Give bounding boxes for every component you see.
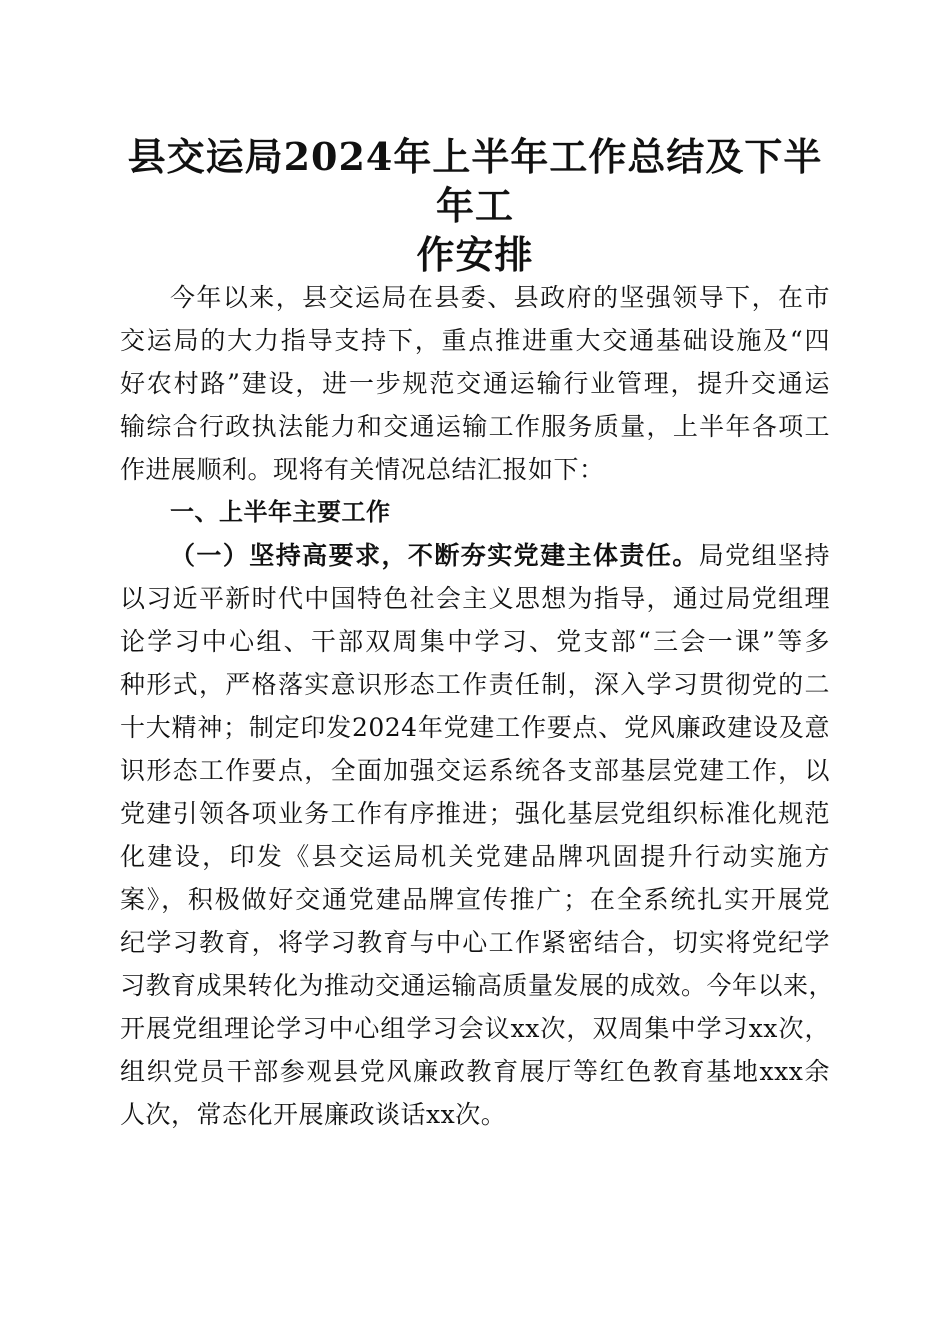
subsection-line: 以习近平新时代中国特色社会主义思想为指导，通过局党组理 <box>120 584 830 613</box>
subsection-line: 组织党员干部参观县党风廉政教育展厅等红色教育基地xxx余 <box>120 1057 830 1086</box>
intro-line: 输综合行政执法能力和交通运输工作服务质量，上半年各项工 <box>120 412 830 441</box>
subsection-first-line-rest: 局党组坚持 <box>698 541 830 570</box>
subsection-line: 党建引领各项业务工作有序推进；强化基层党组织标准化规范 <box>120 799 830 828</box>
subsection-line: 论学习中心组、干部双周集中学习、党支部“三会一课”等多 <box>120 627 830 656</box>
subsection-line: 十大精神；制定印发2024年党建工作要点、党风廉政建设及意 <box>120 713 830 742</box>
subsection-line: 识形态工作要点，全面加强交运系统各支部基层党建工作，以 <box>120 756 830 785</box>
subsection-line: 人次，常态化开展廉政谈话xx次。 <box>120 1100 507 1129</box>
intro-line: 今年以来，县交运局在县委、县政府的坚强领导下，在市 <box>170 283 830 312</box>
intro-line: 交运局的大力指导支持下，重点推进重大交通基础设施及“四 <box>120 326 830 355</box>
subsection-line: 纪学习教育，将学习教育与中心工作紧密结合，切实将党纪学 <box>120 928 830 957</box>
intro-line: 作进展顺利。现将有关情况总结汇报如下： <box>120 455 605 484</box>
subsection-line: 开展党组理论学习中心组学习会议xx次，双周集中学习xx次， <box>120 1014 830 1043</box>
subsection-line: 化建设，印发《县交运局机关党建品牌巩固提升行动实施方 <box>120 842 830 871</box>
title-line-2: 作安排 <box>416 232 534 277</box>
document-body <box>120 276 835 1136</box>
subsection-line: 种形式，严格落实意识形态工作责任制，深入学习贯彻党的二 <box>120 670 830 699</box>
intro-line: 好农村路”建设，进一步规范交通运输行业管理，提升交通运 <box>120 369 830 398</box>
subsection-title: （一）坚持高要求，不断夯实党建主体责任。 <box>170 541 699 570</box>
section-heading: 一、上半年主要工作 <box>170 498 391 526</box>
subsection-first-line <box>120 534 830 577</box>
subsection-line: 习教育成果转化为推动交通运输高质量发展的成效。今年以来， <box>120 971 835 1000</box>
title-line-1: 县交运局2024年上半年工作总结及下半年工 <box>127 134 823 228</box>
subsection-line: 案》，积极做好交通党建品牌宣传推广；在全系统扎实开展党 <box>120 885 830 914</box>
document-title <box>120 132 830 279</box>
